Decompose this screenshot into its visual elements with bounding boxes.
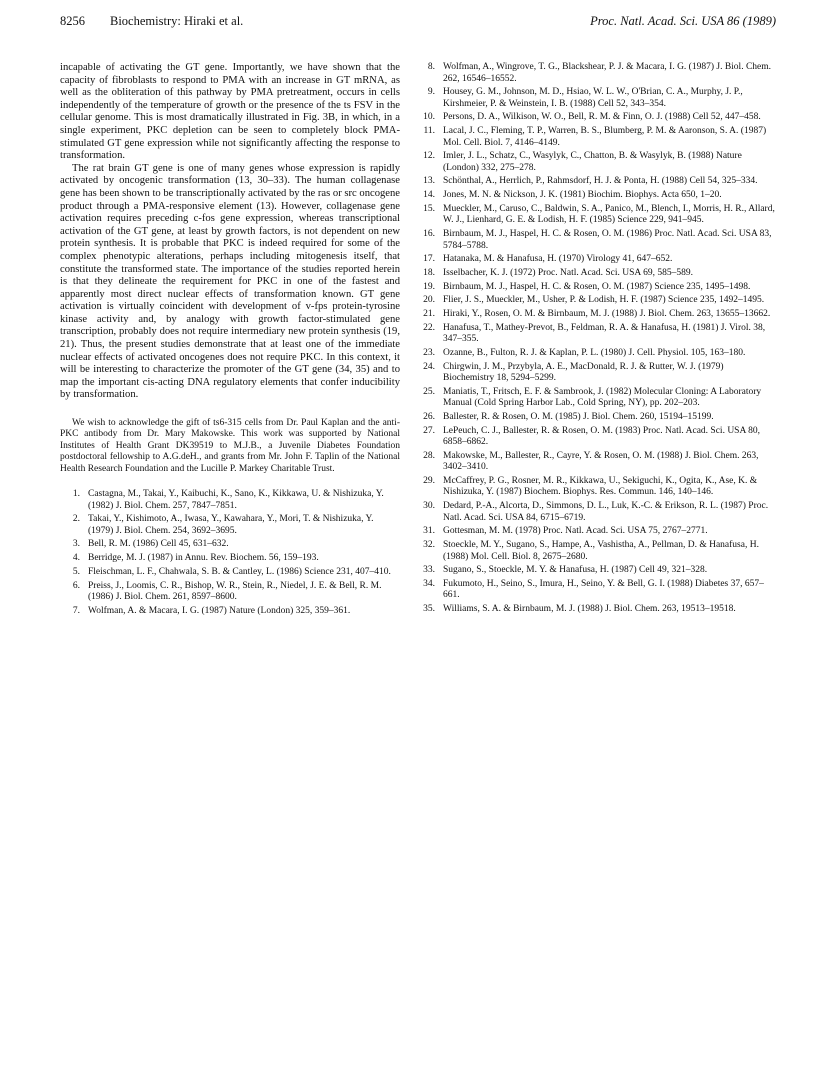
reference-item (415, 526, 777, 538)
reference-number: 3. (72, 539, 80, 550)
reference-text: Fukumoto, H., Seino, S., Imura, H., Seino, Y. & Bell, G. I. (1988) Diabetes 37, 657–661. (443, 578, 764, 601)
reference-text: Williams, S. A. & Birnbaum, M. J. (1988) J. Biol. Chem. 263, 19513–19518. (443, 604, 736, 615)
reference-number: 20. (423, 295, 435, 306)
reference-item (415, 190, 777, 202)
reference-item (415, 112, 777, 124)
reference-text: Chirgwin, J. M., Przybyla, A. E., MacDonald, R. J. & Rutter, W. J. (1979) Biochemistry 18, 5294–5299. (443, 361, 724, 383)
left-column (60, 62, 400, 619)
reference-number: 21. (423, 308, 435, 319)
page-number: 8256 (60, 14, 85, 28)
reference-number: 15. (423, 203, 435, 214)
reference-text: Birnbaum, M. J., Haspel, H. C. & Rosen, O. M. (1987) Science 235, 1495–1498. (443, 281, 751, 292)
reference-item (415, 604, 777, 616)
reference-number: 16. (423, 229, 435, 239)
reference-item (415, 229, 777, 252)
right-column (415, 62, 777, 618)
reference-number: 25. (423, 386, 435, 397)
reference-item (60, 581, 400, 604)
reference-item (415, 540, 777, 563)
reference-text: Bell, R. M. (1986) Cell 45, 631–632. (88, 539, 229, 550)
reference-number: 19. (423, 281, 435, 292)
reference-number: 28. (423, 450, 435, 461)
reference-text: Fleischman, L. F., Chahwala, S. B. & Cantley, L. (1986) Science 231, 407–410. (88, 566, 391, 577)
reference-item (60, 567, 400, 579)
reference-text: Dedard, P.-A., Alcorta, D., Simmons, D. L., Luk, K.-C. & Erikson, R. L. (1987) Proc. Natl. Acad. Sci. USA 84, 6715–6719. (443, 501, 769, 523)
reference-number: 7. (72, 605, 80, 616)
reference-number: 26. (423, 411, 435, 422)
reference-text: Sugano, S., Stoeckle, M. Y. & Hanafusa, H. (1987) Cell 49, 321–328. (443, 565, 708, 576)
reference-text: Wolfman, A., Wingrove, T. G., Blackshear, P. J. & Macara, I. G. (1987) J. Biol. Chem. 262, 16546–16552. (443, 62, 772, 84)
reference-item (415, 126, 777, 149)
reference-text: Schönthal, A., Herrlich, P., Rahmsdorf, H. J. & Ponta, H. (1988) Cell 54, 325–334. (443, 176, 758, 187)
reference-text: Stoeckle, M. Y., Sugano, S., Hampe, A., Vashistha, A., Pellman, D. & Hanafusa, H. (1988) Mol. Cell. Biol. 8, 2675–2680. (443, 540, 759, 562)
reference-text: Housey, G. M., Johnson, M. D., Hsiao, W. L. W., O'Brian, C. A., Murphy, J. P., Kirshmeier, P. & Weinstein, I. B. (1988) Cell 52, 343–354. (443, 87, 743, 109)
reference-item (415, 451, 777, 474)
reference-number: 24. (423, 361, 435, 372)
reference-number: 29. (423, 475, 435, 486)
reference-number: 8. (427, 62, 435, 72)
reference-text: Persons, D. A., Wilkison, W. O., Bell, R. M. & Finn, O. J. (1988) Cell 52, 447–458. (443, 112, 761, 123)
reference-item (415, 412, 777, 424)
reference-item (60, 489, 400, 512)
reference-text: Makowske, M., Ballester, R., Cayre, Y. & Rosen, O. M. (1988) J. Biol. Chem. 263, 3402–3410. (443, 450, 759, 473)
reference-text: LePeuch, C. J., Ballester, R. & Rosen, O. M. (1983) Proc. Natl. Acad. Sci. USA 80, 6858–6862. (443, 425, 761, 448)
acknowledgement: We wish to acknowledge the gift of ts6-315 cells from Dr. Paul Kaplan and the anti-PKC antibody from Dr. Mary Makowske. This work was supported by National Institutes of Health Grant DK39519 to M.J.B., a Juvenile Diabetes Foundation postdoctoral fellowship to A.G.deH., and grants from Mr. John F. Taplin of the National Health Research Foundation and the Lucille P. Markey Charitable Trust. (60, 418, 400, 474)
reference-text: Jones, M. N. & Nickson, J. K. (1981) Biochim. Biophys. Acta 650, 1–20. (443, 190, 722, 201)
reference-text: Isselbacher, K. J. (1972) Proc. Natl. Acad. Sci. USA 69, 585–589. (443, 267, 694, 278)
reference-number: 10. (423, 112, 435, 123)
reference-item (415, 323, 777, 346)
reference-item (60, 539, 400, 551)
reference-item (60, 514, 400, 537)
body-paragraph: The rat brain GT gene is one of many genes whose expression is rapidly activated by oncogenic transformation (13, 30–33). The human collagenase gene has been shown to be transcriptionally activated by the ras or src oncogene product through a PMA-responsive element (13). However, collagenase gene activation requires preceding c-fos gene expression, whereas transcriptional activation of the GT gene, at least by growth factors, is not dependent on new protein synthesis. It is probable that PKC is indeed required for some of the complex phenotypic alterations, perhaps including mitogenesis itself, that constitute the transformed state. The importance of the studies reported herein is that they delineate the requirement for PKC in one of the fastest and apparently most direct nuclear effects of transformation known. GT gene activation is virtually coincident with development of v-fps protein-tyrosine kinase activity and, by analogy with growth factor-stimulated gene transcription, probably does not require intermediary new protein synthesis (19, 21). Thus, the present studies demonstrate that at least one of the immediate nuclear effects of activated oncogenes does not require PKC. In this context, it will be interesting to characterize the promoter of the GT gene (34, 35) and to map the important cis-acting DNA regulatory elements that confer inducibility by transformation. (60, 162, 400, 401)
reference-number: 13. (423, 176, 435, 187)
reference-number: 14. (423, 190, 435, 201)
reference-number: 9. (427, 87, 435, 98)
reference-item (415, 387, 777, 410)
reference-number: 11. (423, 126, 435, 137)
reference-number: 30. (423, 501, 435, 512)
reference-number: 5. (72, 566, 80, 577)
reference-list-left (60, 489, 400, 617)
reference-item (415, 254, 777, 266)
reference-item (415, 476, 777, 499)
reference-number: 31. (423, 526, 435, 537)
reference-item (415, 176, 777, 188)
reference-number: 35. (423, 604, 435, 615)
reference-text: Castagna, M., Takai, Y., Kaibuchi, K., Sano, K., Kikkawa, U. & Nishizuka, Y. (1982) J. Biol. Chem. 257, 7847–7851. (88, 489, 384, 511)
reference-number: 33. (423, 565, 435, 576)
reference-item (415, 87, 777, 110)
reference-text: Preiss, J., Loomis, C. R., Bishop, W. R., Stein, R., Niedel, J. E. & Bell, R. M. (1986) J. Biol. Chem. 261, 8597–8600. (88, 580, 382, 602)
reference-item (415, 204, 777, 227)
reference-text: Mueckler, M., Caruso, C., Baldwin, S. A., Panico, M., Blench, I., Morris, H. R., Allard, W. J., Lienhard, G. E. & Lodish, H. F. (1985) Science 229, 941–945. (443, 203, 775, 226)
reference-text: Flier, J. S., Mueckler, M., Usher, P. & Lodish, H. F. (1987) Science 235, 1492–1495. (443, 295, 765, 306)
reference-text: Imler, J. L., Schatz, C., Wasylyk, C., Chatton, B. & Wasylyk, B. (1988) Nature (London) 332, 275–278. (443, 151, 742, 173)
reference-number: 18. (423, 267, 435, 278)
reference-item (415, 268, 777, 280)
reference-number: 23. (423, 347, 435, 358)
reference-item (415, 151, 777, 174)
reference-number: 17. (423, 254, 435, 265)
reference-item (415, 295, 777, 307)
reference-list-right (415, 62, 777, 616)
reference-text: Ballester, R. & Rosen, O. M. (1985) J. Biol. Chem. 260, 15194–15199. (443, 411, 714, 422)
reference-text: Wolfman, A. & Macara, I. G. (1987) Nature (London) 325, 359–361. (88, 605, 351, 616)
reference-number: 6. (72, 580, 80, 591)
reference-number: 2. (72, 514, 80, 525)
reference-item (415, 282, 777, 294)
reference-item (415, 362, 777, 385)
body-paragraph: incapable of activating the GT gene. Importantly, we have shown that the capacity of fibroblasts to respond to PMA with an increase in GT mRNA, as well as the obliteration of this pathway by PMA pretreatment, occurs in cells independently of the temperature of growth or the presence of the ts FSV in the cellular genome. This is most dramatically illustrated in Fig. 3B, in which, in a single experiment, PKC depletion can be seen to completely block PMA-stimulated GT gene expression while not significantly affecting the response to transformation. (60, 62, 400, 162)
reference-item (60, 553, 400, 565)
reference-item (415, 426, 777, 449)
reference-number: 32. (423, 540, 435, 550)
reference-number: 4. (72, 553, 80, 564)
reference-text: Hiraki, Y., Rosen, O. M. & Birnbaum, M. J. (1988) J. Biol. Chem. 263, 13655–13662. (443, 308, 771, 319)
reference-text: Ozanne, B., Fulton, R. J. & Kaplan, P. L. (1980) J. Cell. Physiol. 105, 163–180. (443, 347, 746, 358)
reference-number: 1. (72, 489, 80, 500)
reference-text: Birnbaum, M. J., Haspel, H. C. & Rosen, O. M. (1986) Proc. Natl. Acad. Sci. USA 83, 5784–5788. (443, 229, 772, 251)
reference-item (415, 579, 777, 602)
reference-number: 34. (423, 578, 435, 589)
running-head-right: Proc. Natl. Acad. Sci. USA 86 (1989) (590, 14, 776, 28)
reference-item (415, 309, 777, 321)
reference-item (415, 501, 777, 524)
reference-text: Gottesman, M. M. (1978) Proc. Natl. Acad. Sci. USA 75, 2767–2771. (443, 526, 708, 537)
reference-text: Berridge, M. J. (1987) in Annu. Rev. Biochem. 56, 159–193. (88, 553, 319, 564)
reference-text: Lacal, J. C., Fleming, T. P., Warren, B. S., Blumberg, P. M. & Aaronson, S. A. (1987) Mol. Cell. Biol. 7, 4146–4149. (443, 126, 767, 148)
reference-item (415, 62, 777, 85)
reference-text: Hatanaka, M. & Hanafusa, H. (1970) Virology 41, 647–652. (443, 254, 673, 265)
reference-text: Takai, Y., Kishimoto, A., Iwasa, Y., Kawahara, Y., Mori, T. & Nishizuka, Y. (1979) J. Biol. Chem. 254, 3692–3695. (88, 514, 374, 536)
reference-text: Hanafusa, T., Mathey-Prevot, B., Feldman, R. A. & Hanafusa, H. (1981) J. Virol. 38, 347–355. (443, 322, 766, 345)
reference-item (415, 348, 777, 360)
page-header (60, 14, 776, 32)
reference-number: 22. (423, 322, 435, 333)
reference-text: McCaffrey, P. G., Rosner, M. R., Kikkawa, U., Sekiguchi, K., Ogita, K., Ase, K. & Nishizuka, Y. (1987) Biochem. Biophys. Res. Commun. 146, 140–146. (443, 475, 758, 498)
reference-text: Maniatis, T., Fritsch, E. F. & Sambrook, J. (1982) Molecular Cloning: A Laboratory Manual (Cold Spring Harbor Lab., Cold Spring, NY), pp. 202–203. (443, 386, 762, 409)
running-head-left: Biochemistry: Hiraki et al. (110, 14, 244, 28)
reference-number: 12. (423, 151, 435, 162)
reference-number: 27. (423, 425, 435, 436)
reference-item (60, 606, 400, 618)
reference-item (415, 565, 777, 577)
